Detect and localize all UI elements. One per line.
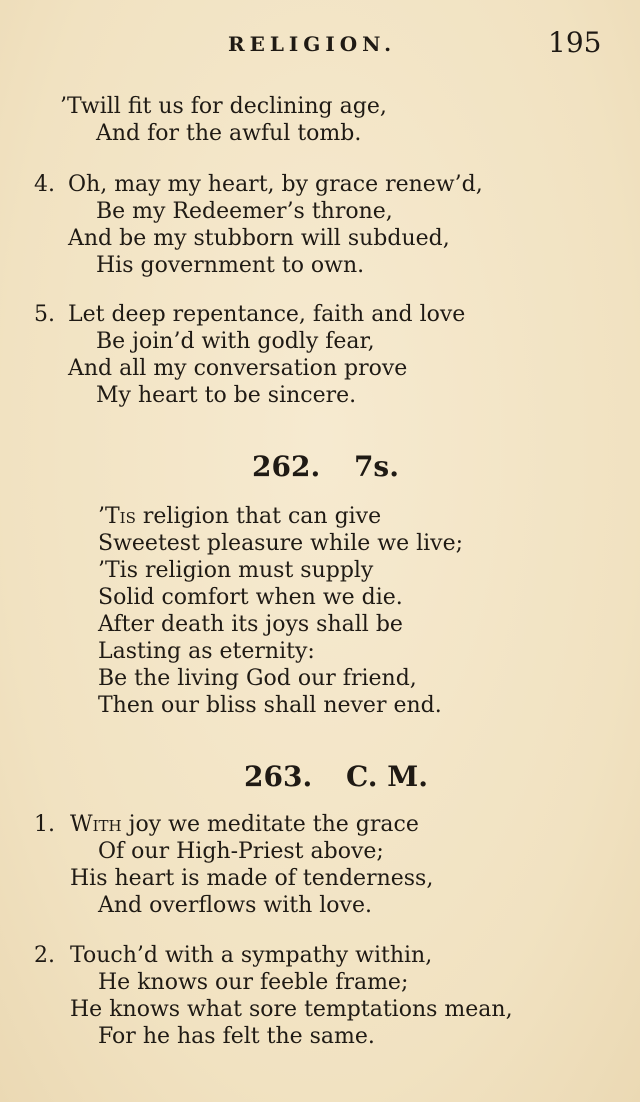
hymn-number: 262. <box>252 450 321 483</box>
verse-line: He knows what sore temptations mean, <box>70 997 513 1022</box>
verse-line: ’Twill fit us for declining age, <box>60 94 387 119</box>
verse-line: For he has felt the same. <box>98 1024 375 1049</box>
verse-line: And overflows with love. <box>98 893 372 918</box>
stanza-number: 5. <box>34 302 55 327</box>
verse-line: ’Tis religion must supply <box>98 558 374 583</box>
verse-line: He knows our feeble frame; <box>98 970 409 995</box>
hymn-meter: 7s. <box>353 450 399 483</box>
verse-line: And for the awful tomb. <box>96 121 362 146</box>
stanza-number: 4. <box>34 172 55 197</box>
verse-line: Then our bliss shall never end. <box>98 693 442 718</box>
verse-line: Lasting as eternity: <box>98 639 315 664</box>
verse-line: Sweetest pleasure while we live; <box>98 531 464 556</box>
verse-line: Be my Redeemer’s throne, <box>96 199 393 224</box>
verse-line: Solid comfort when we die. <box>98 585 403 610</box>
verse-line: Touch’d with a sympathy within, <box>70 943 433 968</box>
verse-line: And all my conversation prove <box>68 356 408 381</box>
stanza-number: 2. <box>34 943 55 968</box>
verse-line: Be the living God our friend, <box>98 666 417 691</box>
verse-line: After death its joys shall be <box>98 612 403 637</box>
hymn-number: 263. <box>244 760 313 793</box>
hymn-heading-263 <box>244 760 428 793</box>
verse-line: Be join’d with godly fear, <box>96 329 375 354</box>
verse-line: And be my stubborn will subdued, <box>68 226 450 251</box>
first-word: With <box>70 812 122 837</box>
first-line-rest: religion that can give <box>135 504 382 529</box>
verse-line: Let deep repentance, faith and love <box>68 302 466 327</box>
stanza-number: 1. <box>34 812 55 837</box>
verse-line: His heart is made of tenderness, <box>70 866 434 891</box>
verse-line: Of our High-Priest above; <box>98 839 384 864</box>
verse-line: My heart to be sincere. <box>96 383 357 408</box>
verse-line <box>70 812 419 838</box>
hymn-meter: C. M. <box>345 760 428 793</box>
first-line-rest: joy we meditate the grace <box>121 812 419 837</box>
first-word: ’Tis <box>98 504 136 529</box>
verse-line: Oh, may my heart, by grace renew’d, <box>68 172 483 197</box>
hymn-heading-262 <box>252 450 399 483</box>
verse-line: His government to own. <box>96 253 365 278</box>
running-head: RELIGION. <box>228 32 397 56</box>
page-number: 195 <box>548 26 602 59</box>
verse-line <box>98 504 381 530</box>
